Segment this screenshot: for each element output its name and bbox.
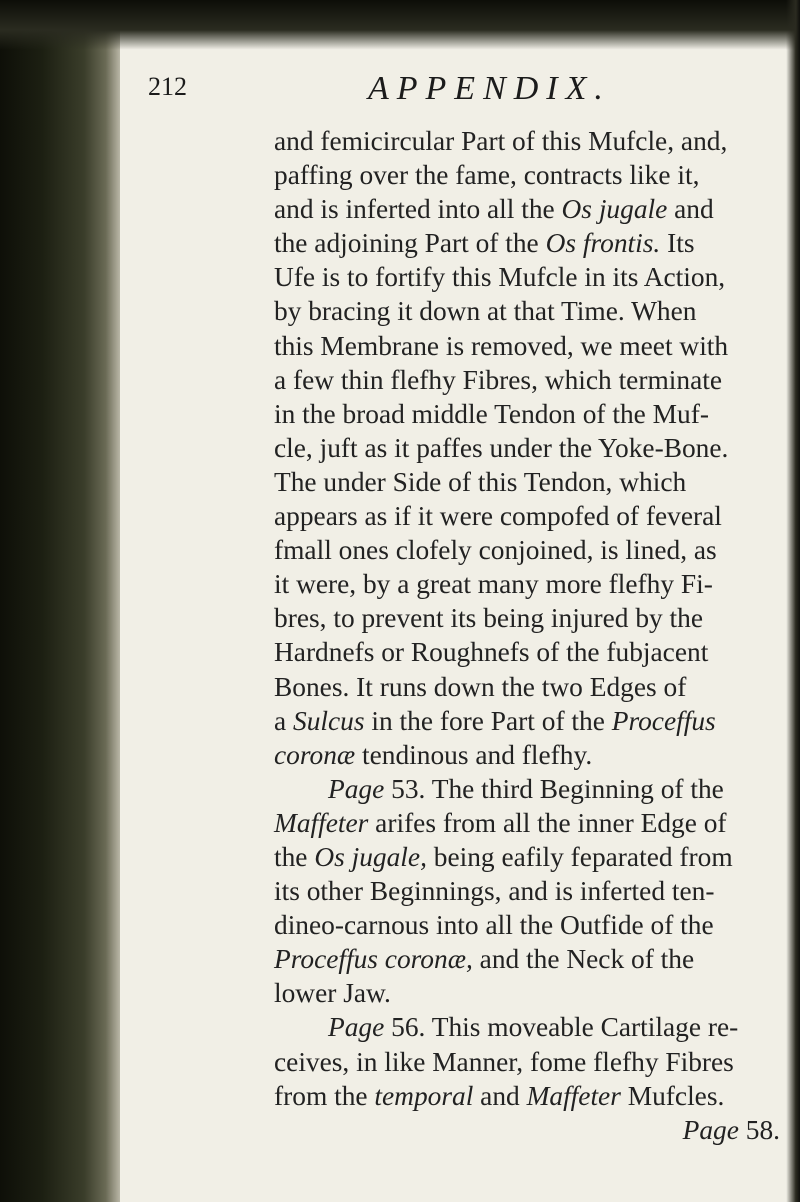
text-line: by bracing it down at that Time. When — [274, 296, 697, 327]
term-masseter: Maffeter — [274, 807, 369, 838]
text-line: paffing over the fame, contracts like it, — [274, 160, 700, 191]
text-line: this Membrane is removed, we meet with — [274, 330, 729, 361]
text-line: from the temporal and Maffeter Mufcles. — [274, 1080, 725, 1111]
term-temporal: temporal — [374, 1080, 474, 1111]
text-line: in the broad middle Tendon of the Muf- — [274, 398, 709, 429]
term-sulcus: Sulcus — [293, 705, 365, 736]
text-line: the Os jugale, being eafily feparated from — [274, 841, 733, 872]
text-line: it were, by a great many more flefhy Fi- — [274, 569, 713, 600]
text-line: Page 56. This moveable Cartilage re- — [328, 1012, 739, 1043]
term-os-jugale: Os jugale — [561, 194, 668, 225]
text-line: Maffeter arifes from all the inner Edge of — [274, 807, 727, 838]
text-line: Page 53. The third Beginning of the — [328, 773, 724, 804]
book-binding — [0, 0, 120, 1202]
text-line: a few thin flefhy Fibres, which terminate — [274, 364, 723, 395]
text-line: and femicircular Part of this Mufcle, and, — [274, 126, 728, 156]
text-line: Bones. It runs down the two Edges of — [274, 671, 687, 702]
text-line: its other Beginnings, and is inferted ten- — [274, 876, 715, 907]
term-processus-coronae: Proceffus coronæ, — [274, 944, 473, 975]
text-line: cle, juft as it paffes under the Yoke-Bone. — [274, 432, 729, 463]
section-title: APPENDIX. — [368, 70, 611, 107]
text-line: lower Jaw. — [274, 978, 391, 1009]
page-number: 212 — [148, 72, 187, 101]
text-line: bres, to prevent its being injured by the — [274, 603, 704, 634]
term-corona: coronæ — [274, 739, 356, 770]
catchword: Page 58. — [682, 1114, 780, 1145]
text-line: fmall ones clofely conjoined, is lined, as — [274, 535, 717, 566]
text-line: dineo-carnous into all the Outfide of the — [274, 910, 714, 941]
page-ref-53: Page — [328, 773, 385, 804]
term-os-jugale-2: Os jugale, — [314, 841, 427, 872]
running-head — [148, 72, 748, 112]
text-line: ceives, in like Manner, fome flefhy Fibres — [274, 1046, 734, 1077]
text-line: Ufe is to fortify this Mufcle in its Action, — [274, 262, 726, 293]
text-line: the adjoining Part of the Os frontis. Its — [274, 228, 695, 259]
page-ref-58: Page — [682, 1114, 739, 1145]
text-line: and is inferted into all the Os jugale and — [274, 194, 714, 225]
text-line: Proceffus coronæ, and the Neck of the — [274, 944, 695, 975]
page-ref-56: Page — [328, 1012, 385, 1043]
text-line: appears as if it were compofed of feveral — [274, 501, 722, 532]
term-masseter-2: Maffeter — [526, 1080, 621, 1111]
text-line: The under Side of this Tendon, which — [274, 466, 687, 497]
term-processus: Proceffus — [611, 705, 716, 736]
text-line: a Sulcus in the fore Part of the Proceffus — [274, 705, 716, 736]
text-line: coronæ tendinous and flefhy. — [274, 739, 593, 770]
text-line: Hardnefs or Roughnefs of the fubjacent — [274, 637, 709, 668]
body-text — [274, 124, 790, 1147]
page-top-shadow — [0, 0, 800, 50]
term-os-frontis: Os frontis. — [545, 228, 661, 259]
